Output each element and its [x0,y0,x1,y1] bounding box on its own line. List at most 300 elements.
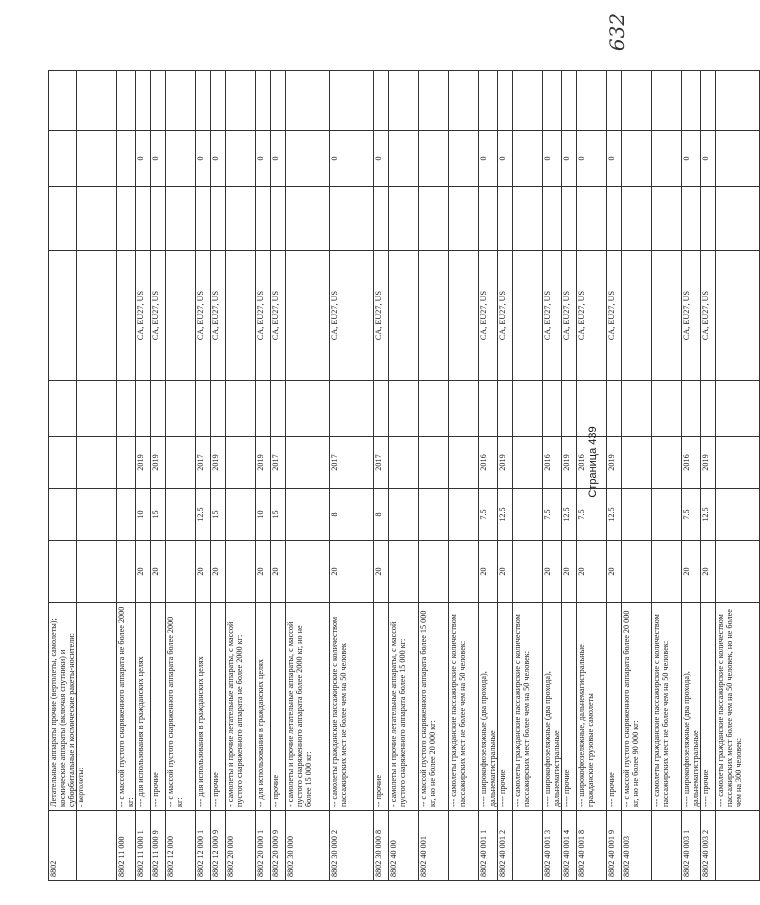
cell-empty [682,187,701,251]
cell-initial-negotiating-rights [449,251,479,381]
cell-base-rate: 20 [479,541,498,603]
cell-initial-negotiating-rights: CA, EU27, US [543,251,562,381]
cell-other-duties: 0 [701,131,716,187]
cell-implementation-year [226,437,256,489]
cell-other-duties: 0 [211,131,226,187]
cell-final-rate [389,489,419,541]
cell-base-rate [286,541,330,603]
cell-final-rate [286,489,330,541]
cell-initial-negotiating-rights: CA, EU27, US [701,251,716,381]
cell-final-rate [117,489,136,541]
cell-empty [562,187,577,251]
table-row [479,71,498,881]
cell-implementation-year [716,437,760,489]
cell-empty [286,381,330,437]
cell-base-rate: 20 [330,541,374,603]
cell-description: -- с массой пустого снаряженного аппарата не более 2000 кг: [117,603,136,811]
cell-code: 8802 12 000 9 [211,811,226,881]
cell-initial-negotiating-rights: CA, EU27, US [562,251,577,381]
cell-code: 8802 11 000 1 [136,811,151,881]
table-row [622,71,652,881]
handwritten-page-mark: 632 [605,12,630,52]
cell-base-rate [449,541,479,603]
cell-other-duties [652,131,682,187]
cell-empty [271,381,286,437]
cell-other-duties: 0 [271,131,286,187]
cell-empty [622,71,652,131]
cell-code: 8802 40 003 1 [682,811,701,881]
cell-description: --- самолеты гражданские пассажирские с количеством пассажирских мест не более чем на 50 человек: [652,603,682,811]
table-row [49,71,77,881]
cell-implementation-year: 2017 [330,437,374,489]
cell-base-rate [77,541,117,603]
cell-final-rate: 12.5 [196,489,211,541]
cell-empty [652,71,682,131]
cell-empty [419,187,449,251]
table-row [543,71,562,881]
cell-empty [256,187,271,251]
cell-base-rate [226,541,256,603]
cell-code: 8802 40 003 [622,811,652,881]
cell-empty [196,71,211,131]
cell-code [513,811,543,881]
table-body [49,71,760,881]
cell-description: ---- широкофюзеляжные (два прохода), дальнемагистральные [479,603,498,811]
cell-implementation-year: 2016 [479,437,498,489]
cell-description: ---- широкофюзеляжные (два прохода), дальнемагистральные [682,603,701,811]
cell-description: --- самолеты гражданские пассажирские с количеством пассажирских мест не более чем на 50 человек: [449,603,479,811]
cell-empty [682,381,701,437]
cell-base-rate [716,541,760,603]
cell-base-rate: 20 [498,541,513,603]
cell-empty [682,71,701,131]
cell-empty [389,71,419,131]
cell-base-rate: 20 [136,541,151,603]
cell-base-rate: 20 [374,541,389,603]
cell-implementation-year: 2019 [562,437,577,489]
cell-final-rate: 12.5 [562,489,577,541]
cell-code [449,811,479,881]
cell-description: --- самолеты гражданские пассажирские с количеством пассажирских мест более чем на 50 человек, но не более чем на 300 человек: [716,603,760,811]
cell-empty [226,381,256,437]
cell-description: --- для использования в гражданских целях [136,603,151,811]
cell-implementation-year: 2017 [374,437,389,489]
cell-initial-negotiating-rights: CA, EU27, US [136,251,151,381]
table-row [330,71,374,881]
cell-code: 8802 12 000 [166,811,196,881]
cell-final-rate [49,489,77,541]
cell-empty [374,71,389,131]
cell-empty [77,71,117,131]
cell-initial-negotiating-rights [166,251,196,381]
cell-other-duties: 0 [256,131,271,187]
cell-final-rate: 12.5 [498,489,513,541]
cell-empty [374,381,389,437]
cell-initial-negotiating-rights [117,251,136,381]
cell-base-rate [419,541,449,603]
cell-initial-negotiating-rights: CA, EU27, US [151,251,166,381]
cell-initial-negotiating-rights: CA, EU27, US [607,251,622,381]
cell-description: -- прочие [271,603,286,811]
cell-other-duties [286,131,330,187]
cell-empty [652,187,682,251]
cell-implementation-year: 2019 [607,437,622,489]
cell-empty [151,381,166,437]
cell-initial-negotiating-rights [716,251,760,381]
cell-empty [449,187,479,251]
cell-implementation-year: 2019 [151,437,166,489]
cell-empty [256,71,271,131]
cell-empty [389,187,419,251]
cell-empty [577,71,607,131]
cell-description: Летательные аппараты прочие (вертолеты, самолеты); космические аппараты (включая спутники) и суборбитальные и космические ракеты-носители: [49,603,77,811]
cell-description: -- с массой пустого снаряженного аппарата более 15 000 кг, но не более 20 000 кг: [419,603,449,811]
cell-empty [543,381,562,437]
cell-final-rate: 8 [374,489,389,541]
cell-other-duties [419,131,449,187]
cell-initial-negotiating-rights [419,251,449,381]
cell-other-duties: 0 [498,131,513,187]
cell-base-rate: 20 [196,541,211,603]
cell-description: - вертолеты: [77,603,117,811]
cell-base-rate: 20 [701,541,716,603]
cell-implementation-year: 2019 [701,437,716,489]
cell-implementation-year [652,437,682,489]
cell-empty [136,71,151,131]
cell-empty [49,187,77,251]
cell-final-rate [622,489,652,541]
table-row [226,71,256,881]
cell-code: 8802 12 000 1 [196,811,211,881]
cell-other-duties: 0 [577,131,607,187]
cell-implementation-year [166,437,196,489]
table-row [449,71,479,881]
table-row [389,71,419,881]
cell-implementation-year: 2019 [211,437,226,489]
cell-final-rate: 7.5 [682,489,701,541]
cell-base-rate: 20 [151,541,166,603]
cell-other-duties [716,131,760,187]
cell-base-rate: 20 [577,541,607,603]
cell-empty [211,381,226,437]
cell-empty [77,187,117,251]
tariff-table-container [48,71,744,881]
cell-description: --- для использования в гражданских целях [196,603,211,811]
cell-description: ---- широкофюзеляжные (два прохода), дальнемагистральные [543,603,562,811]
cell-other-duties: 0 [479,131,498,187]
cell-description: -- с массой пустого снаряженного аппарата более 20 000 кг, но не более 90 000 кг: [622,603,652,811]
cell-empty [543,187,562,251]
cell-empty [543,71,562,131]
cell-other-duties: 0 [374,131,389,187]
cell-empty [479,71,498,131]
cell-code [716,811,760,881]
cell-final-rate [166,489,196,541]
table-row [513,71,543,881]
cell-empty [562,381,577,437]
cell-empty [151,71,166,131]
cell-empty [226,71,256,131]
cell-implementation-year [49,437,77,489]
cell-other-duties [49,131,77,187]
cell-empty [136,187,151,251]
table-row [151,71,166,881]
cell-base-rate [117,541,136,603]
cell-other-duties [77,131,117,187]
cell-description: ---- прочие [498,603,513,811]
cell-code: 8802 40 001 4 [562,811,577,881]
cell-implementation-year [389,437,419,489]
cell-empty [226,187,256,251]
cell-code [77,811,117,881]
cell-base-rate: 20 [682,541,701,603]
cell-implementation-year: 2016 [577,437,607,489]
cell-implementation-year [622,437,652,489]
cell-implementation-year [449,437,479,489]
cell-empty [117,71,136,131]
cell-empty [701,381,716,437]
cell-empty [256,381,271,437]
cell-code: 8802 40 001 9 [607,811,622,881]
cell-code: 8802 40 001 2 [498,811,513,881]
cell-implementation-year: 2017 [271,437,286,489]
cell-description: -- с массой пустого снаряженного аппарата более 2000 кг: [166,603,196,811]
cell-implementation-year: 2017 [196,437,211,489]
cell-final-rate [226,489,256,541]
cell-empty [716,381,760,437]
cell-implementation-year [513,437,543,489]
cell-description: --- широкофюзеляжные, дальнемагистральные гражданские грузовые самолеты [577,603,607,811]
cell-code: 8802 20 000 9 [271,811,286,881]
cell-initial-negotiating-rights [652,251,682,381]
table-row [562,71,577,881]
cell-empty [498,187,513,251]
cell-initial-negotiating-rights [286,251,330,381]
cell-code: 8802 40 001 3 [543,811,562,881]
cell-empty [374,187,389,251]
cell-initial-negotiating-rights [622,251,652,381]
cell-description: --- прочие [151,603,166,811]
cell-final-rate [513,489,543,541]
cell-description: --- прочие [211,603,226,811]
cell-empty [562,71,577,131]
cell-implementation-year [77,437,117,489]
cell-base-rate [166,541,196,603]
cell-empty [498,381,513,437]
cell-code: 8802 30 000 [286,811,330,881]
cell-initial-negotiating-rights [226,251,256,381]
cell-base-rate [622,541,652,603]
table-row [196,71,211,881]
cell-empty [196,381,211,437]
cell-other-duties: 0 [136,131,151,187]
cell-initial-negotiating-rights: CA, EU27, US [479,251,498,381]
table-row [419,71,449,881]
cell-empty [330,71,374,131]
cell-final-rate [419,489,449,541]
cell-code: 8802 20 000 [226,811,256,881]
cell-code: 8802 40 001 8 [577,811,607,881]
cell-final-rate: 15 [271,489,286,541]
table-row [701,71,716,881]
table-row [374,71,389,881]
table-row [211,71,226,881]
cell-implementation-year: 2019 [256,437,271,489]
cell-description: -- прочие [374,603,389,811]
table-row [117,71,136,881]
cell-empty [701,187,716,251]
cell-empty [271,71,286,131]
cell-final-rate: 15 [151,489,166,541]
cell-empty [607,381,622,437]
cell-base-rate: 20 [211,541,226,603]
cell-initial-negotiating-rights: CA, EU27, US [682,251,701,381]
cell-empty [166,71,196,131]
cell-code: 8802 40 003 2 [701,811,716,881]
cell-description: ---- прочие [562,603,577,811]
cell-initial-negotiating-rights: CA, EU27, US [498,251,513,381]
cell-description: - самолеты и прочие летательные аппараты, с массой пустого снаряженного аппарата не более 2000 кг: [226,603,256,811]
tariff-table [48,70,760,881]
cell-other-duties: 0 [330,131,374,187]
cell-empty [196,187,211,251]
cell-empty [49,381,77,437]
cell-other-duties [166,131,196,187]
cell-other-duties [513,131,543,187]
cell-empty [701,71,716,131]
cell-base-rate: 20 [607,541,622,603]
page-number: Страница 439 [587,426,599,498]
cell-empty [286,71,330,131]
cell-empty [449,381,479,437]
cell-empty [419,71,449,131]
cell-other-duties: 0 [607,131,622,187]
cell-base-rate [389,541,419,603]
cell-initial-negotiating-rights [389,251,419,381]
cell-final-rate: 7.5 [543,489,562,541]
cell-base-rate: 20 [562,541,577,603]
table-row [271,71,286,881]
cell-other-duties: 0 [682,131,701,187]
cell-empty [49,71,77,131]
cell-code [652,811,682,881]
cell-initial-negotiating-rights [77,251,117,381]
cell-empty [498,71,513,131]
cell-empty [389,381,419,437]
cell-initial-negotiating-rights: CA, EU27, US [196,251,211,381]
cell-initial-negotiating-rights: CA, EU27, US [256,251,271,381]
cell-initial-negotiating-rights [49,251,77,381]
cell-code: 8802 40 00 [389,811,419,881]
cell-empty [652,381,682,437]
cell-final-rate: 10 [136,489,151,541]
cell-final-rate: 12.5 [701,489,716,541]
cell-base-rate: 20 [271,541,286,603]
cell-implementation-year: 2019 [136,437,151,489]
cell-code: 8802 30 000 8 [374,811,389,881]
cell-other-duties: 0 [543,131,562,187]
cell-empty [117,187,136,251]
cell-implementation-year [117,437,136,489]
table-row [652,71,682,881]
cell-other-duties [117,131,136,187]
cell-empty [330,187,374,251]
cell-empty [479,187,498,251]
cell-empty [622,381,652,437]
cell-implementation-year [419,437,449,489]
cell-empty [513,71,543,131]
cell-implementation-year: 2016 [543,437,562,489]
cell-initial-negotiating-rights: CA, EU27, US [577,251,607,381]
cell-empty [286,187,330,251]
cell-empty [166,381,196,437]
cell-empty [136,381,151,437]
cell-code: 8802 30 000 2 [330,811,374,881]
cell-implementation-year: 2016 [682,437,701,489]
cell-empty [330,381,374,437]
cell-empty [479,381,498,437]
cell-other-duties: 0 [562,131,577,187]
cell-final-rate: 7.5 [479,489,498,541]
cell-empty [716,187,760,251]
cell-description: ---- прочие [701,603,716,811]
cell-empty [716,71,760,131]
cell-final-rate [449,489,479,541]
cell-empty [166,187,196,251]
cell-empty [577,187,607,251]
table-row [77,71,117,881]
cell-final-rate: 10 [256,489,271,541]
cell-final-rate: 8 [330,489,374,541]
cell-base-rate [652,541,682,603]
cell-implementation-year [286,437,330,489]
table-row [256,71,271,881]
cell-other-duties [449,131,479,187]
cell-other-duties [226,131,256,187]
cell-empty [449,71,479,131]
cell-code: 8802 [49,811,77,881]
cell-base-rate: 20 [543,541,562,603]
cell-description: -- для использования в гражданских целях [256,603,271,811]
cell-final-rate [652,489,682,541]
cell-other-duties [389,131,419,187]
cell-base-rate [513,541,543,603]
cell-code: 8802 11 000 9 [151,811,166,881]
cell-description: - самолеты и прочие летательные аппараты, с массой пустого снаряженного аппарата более 2000 кг, но не более 15 000 кг: [286,603,330,811]
table-row [136,71,151,881]
cell-empty [211,187,226,251]
cell-other-duties: 0 [196,131,211,187]
cell-code: 8802 40 001 [419,811,449,881]
cell-initial-negotiating-rights: CA, EU27, US [271,251,286,381]
table-row [286,71,330,881]
cell-initial-negotiating-rights [513,251,543,381]
table-row [607,71,622,881]
cell-other-duties: 0 [151,131,166,187]
cell-empty [513,187,543,251]
cell-description: --- прочие [607,603,622,811]
cell-empty [77,381,117,437]
cell-final-rate [77,489,117,541]
cell-empty [607,71,622,131]
cell-description: - самолеты и прочие летательные аппараты, с массой пустого снаряженного аппарата более 15 000 кг: [389,603,419,811]
table-row [682,71,701,881]
cell-empty [607,187,622,251]
cell-initial-negotiating-rights: CA, EU27, US [211,251,226,381]
cell-initial-negotiating-rights: CA, EU27, US [330,251,374,381]
cell-empty [622,187,652,251]
cell-empty [271,187,286,251]
